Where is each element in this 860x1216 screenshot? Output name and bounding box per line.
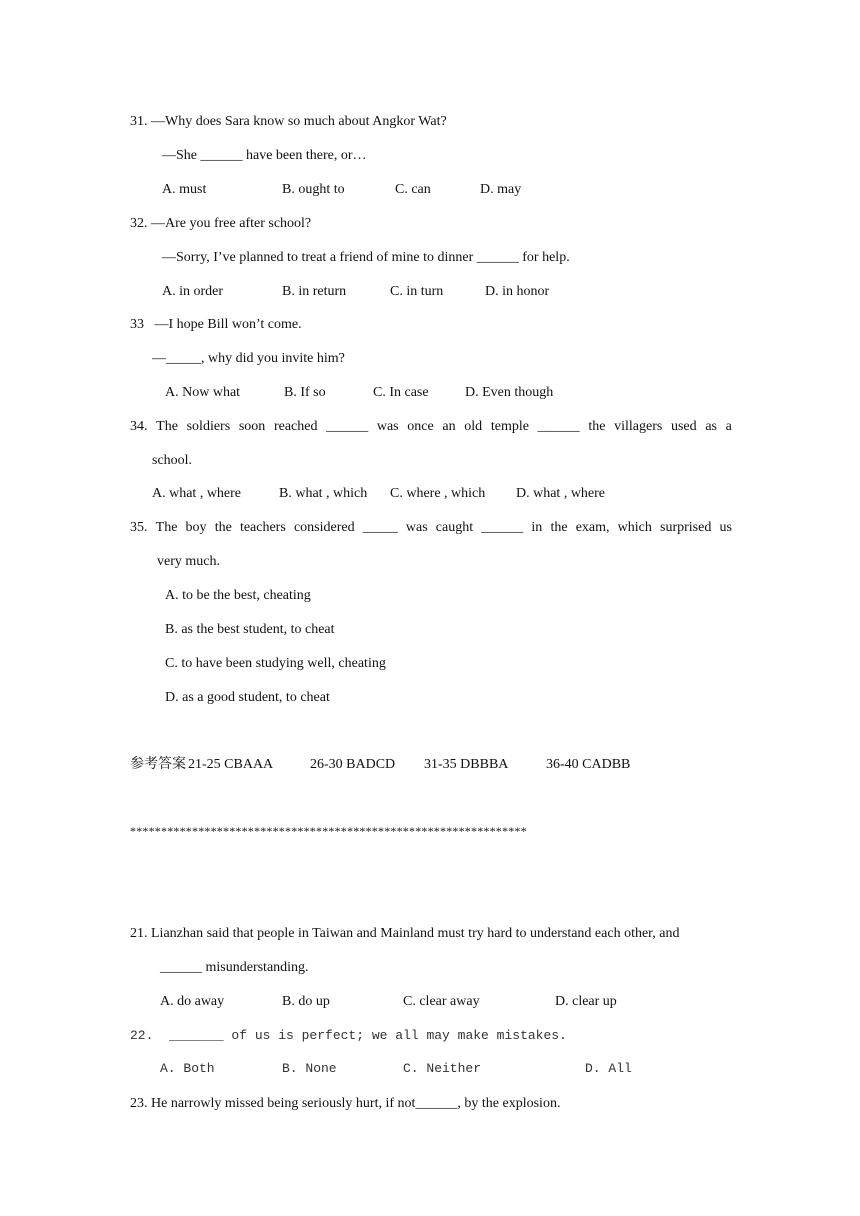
q31-question: 31. —Why does Sara know so much about Angkor Wat? — [130, 114, 447, 129]
q21-option-b: B. do up — [282, 994, 330, 1009]
q32-question: 32. —Are you free after school? — [130, 216, 312, 231]
q33-question: 33 —I hope Bill won’t come. — [130, 317, 302, 332]
q34-word: the — [588, 419, 606, 434]
q34-word: as — [705, 419, 717, 434]
q33-option-b: B. If so — [284, 385, 326, 400]
answer-group-31-35: 31-35 DBBBA — [424, 757, 509, 772]
q21-question: 21. Lianzhan said that people in Taiwan and Mainland must try hard to understand each other, and — [130, 926, 680, 941]
q34-word: soldiers — [186, 419, 231, 434]
q33-option-d: D. Even though — [465, 385, 554, 400]
q35-word: the — [214, 520, 232, 535]
q23-question: 23. He narrowly missed being seriously hurt, if not______, by the explosion. — [130, 1096, 561, 1111]
q31-option-a: A. must — [162, 182, 207, 197]
q21-option-a: A. do away — [160, 994, 225, 1009]
q22-option-c: C. Neither — [403, 1061, 482, 1076]
q32-option-d: D. in honor — [485, 284, 550, 299]
q34-word: temple — [490, 419, 529, 434]
q22-option-a: A. Both — [160, 1061, 215, 1076]
q33-option-c: C. In case — [373, 385, 429, 400]
q22-question: 22. _______ of us is perfect; we all may make mistakes. — [130, 1028, 567, 1043]
q35-word: which — [617, 520, 652, 535]
q34-word: an — [442, 419, 456, 434]
q35-question — [130, 519, 732, 537]
q35-word: The — [155, 520, 178, 535]
q33-option-a: A. Now what — [165, 385, 241, 400]
q35-word: considered — [293, 520, 355, 535]
q34-option-a: A. what , where — [152, 486, 242, 501]
q34-word: was — [376, 419, 399, 434]
q21-continuation: ______ misunderstanding. — [160, 960, 309, 975]
q35-option-b: B. as the best student, to cheat — [165, 622, 335, 637]
answer-group-26-30: 26-30 BADCD — [310, 757, 396, 772]
q35-word: boy — [185, 520, 207, 535]
answer-group-21-25: 21-25 CBAAA — [188, 757, 274, 772]
q35-option-a: A. to be the best, cheating — [165, 588, 311, 603]
q34-word: reached — [273, 419, 318, 434]
q34-question — [130, 418, 732, 436]
q34-blank: ______ — [537, 419, 580, 434]
q34-word: used — [670, 419, 697, 434]
q31-option-b: B. ought to — [282, 182, 345, 197]
q35-word: teachers — [239, 520, 286, 535]
q34-word: old — [464, 419, 483, 434]
q35-word: surprised — [660, 520, 712, 535]
q21-option-d: D. clear up — [555, 994, 617, 1009]
q35-word: exam, — [575, 520, 610, 535]
q21-option-c: C. clear away — [403, 994, 480, 1009]
q34-option-c: C. where , which — [390, 486, 486, 501]
q34-word: once — [407, 419, 434, 434]
q35-blank: ______ — [481, 520, 524, 535]
q34-option-d: D. what , where — [516, 486, 606, 501]
q35-option-c: C. to have been studying well, cheating — [165, 656, 386, 671]
q35-word: the — [550, 520, 568, 535]
q31-reply: —She ______ have been there, or… — [162, 148, 367, 163]
q22-option-b: B. None — [282, 1061, 337, 1076]
separator-line: **************************************************************** — [130, 824, 527, 838]
answer-key-label: 参考答案 — [130, 757, 186, 772]
q35-word: was — [405, 520, 428, 535]
q22-option-d: D. All — [585, 1061, 632, 1076]
q34-word: soon — [238, 419, 266, 434]
q34-blank: ______ — [326, 419, 369, 434]
q32-option-c: C. in turn — [390, 284, 444, 299]
q32-option-a: A. in order — [162, 284, 224, 299]
q32-option-b: B. in return — [282, 284, 347, 299]
q34-word: The — [156, 419, 178, 434]
q32-reply: —Sorry, I’ve planned to treat a friend of mine to dinner ______ for help. — [162, 250, 570, 265]
answer-group-36-40: 36-40 CADBB — [546, 757, 631, 772]
q33-reply: —_____, why did you invite him? — [152, 351, 345, 366]
q34-option-b: B. what , which — [279, 486, 368, 501]
q31-option-c: C. can — [395, 182, 431, 197]
q34-word: villagers — [614, 419, 663, 434]
q35-continuation: very much. — [157, 554, 220, 569]
q34-continuation: school. — [152, 453, 193, 468]
q35-word: 35. — [130, 520, 148, 535]
q34-word: a — [725, 419, 732, 434]
q35-word: caught — [435, 520, 474, 535]
q34-word: 34. — [130, 419, 148, 434]
q35-word: us — [719, 520, 732, 535]
q31-option-d: D. may — [480, 182, 522, 197]
q35-blank: _____ — [362, 520, 398, 535]
q35-word: in — [531, 520, 543, 535]
q35-option-d: D. as a good student, to cheat — [165, 690, 330, 705]
